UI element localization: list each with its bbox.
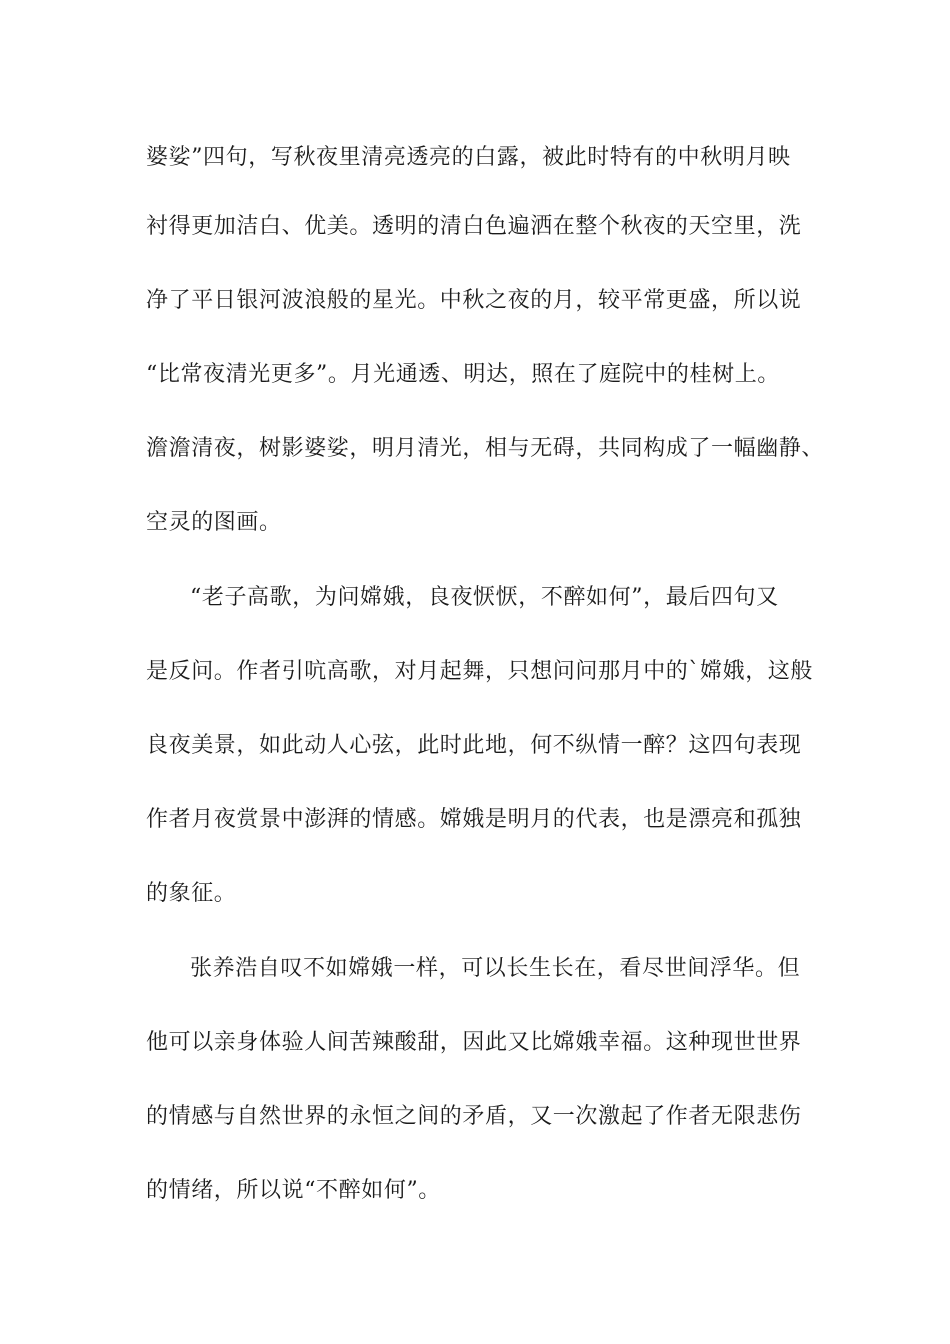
text-line: 衬得更加洁白、优美。透明的清白色遍洒在整个秋夜的天空里，洗 xyxy=(146,214,802,239)
text-line: 澹澹清夜，树影婆娑，明月清光，相与无碍，共同构成了一幅幽静、 xyxy=(146,436,825,461)
text-line: 作者月夜赏景中澎湃的情感。嫦娥是明月的代表，也是漂亮和孤独 xyxy=(146,807,802,832)
text-line: 的情绪，所以说“不醉如何”。 xyxy=(146,1178,441,1203)
paragraph-first-line: “老子高歌，为问嫦娥，良夜恹恹，不醉如何”，最后四句又 xyxy=(190,585,779,610)
text-line: 空灵的图画。 xyxy=(146,510,282,535)
paragraph-first-line: 张养浩自叹不如嫦娥一样，可以长生长在，看尽世间浮华。但 xyxy=(190,956,801,981)
text-line: 的情感与自然世界的永恒之间的矛盾，又一次激起了作者无限悲伤 xyxy=(146,1104,802,1129)
text-line: 良夜美景，如此动人心弦，此时此地，何不纵情一醉？这四句表现 xyxy=(146,733,802,758)
text-line: 净了平日银河波浪般的星光。中秋之夜的月，较平常更盛，所以说 xyxy=(146,288,802,313)
text-line: 婆娑”四句，写秋夜里清亮透亮的白露，被此时特有的中秋明月映 xyxy=(146,145,791,170)
text-line: “比常夜清光更多”。月光通透、明达，照在了庭院中的桂树上。 xyxy=(146,362,780,387)
text-line: 他可以亲身体验人间苦辣酸甜，因此又比嫦娥幸福。这种现世世界 xyxy=(146,1030,802,1055)
text-line: 是反问。作者引吭高歌，对月起舞，只想问问那月中的`嫦娥，这般 xyxy=(146,659,814,684)
text-line: 的象征。 xyxy=(146,881,237,906)
